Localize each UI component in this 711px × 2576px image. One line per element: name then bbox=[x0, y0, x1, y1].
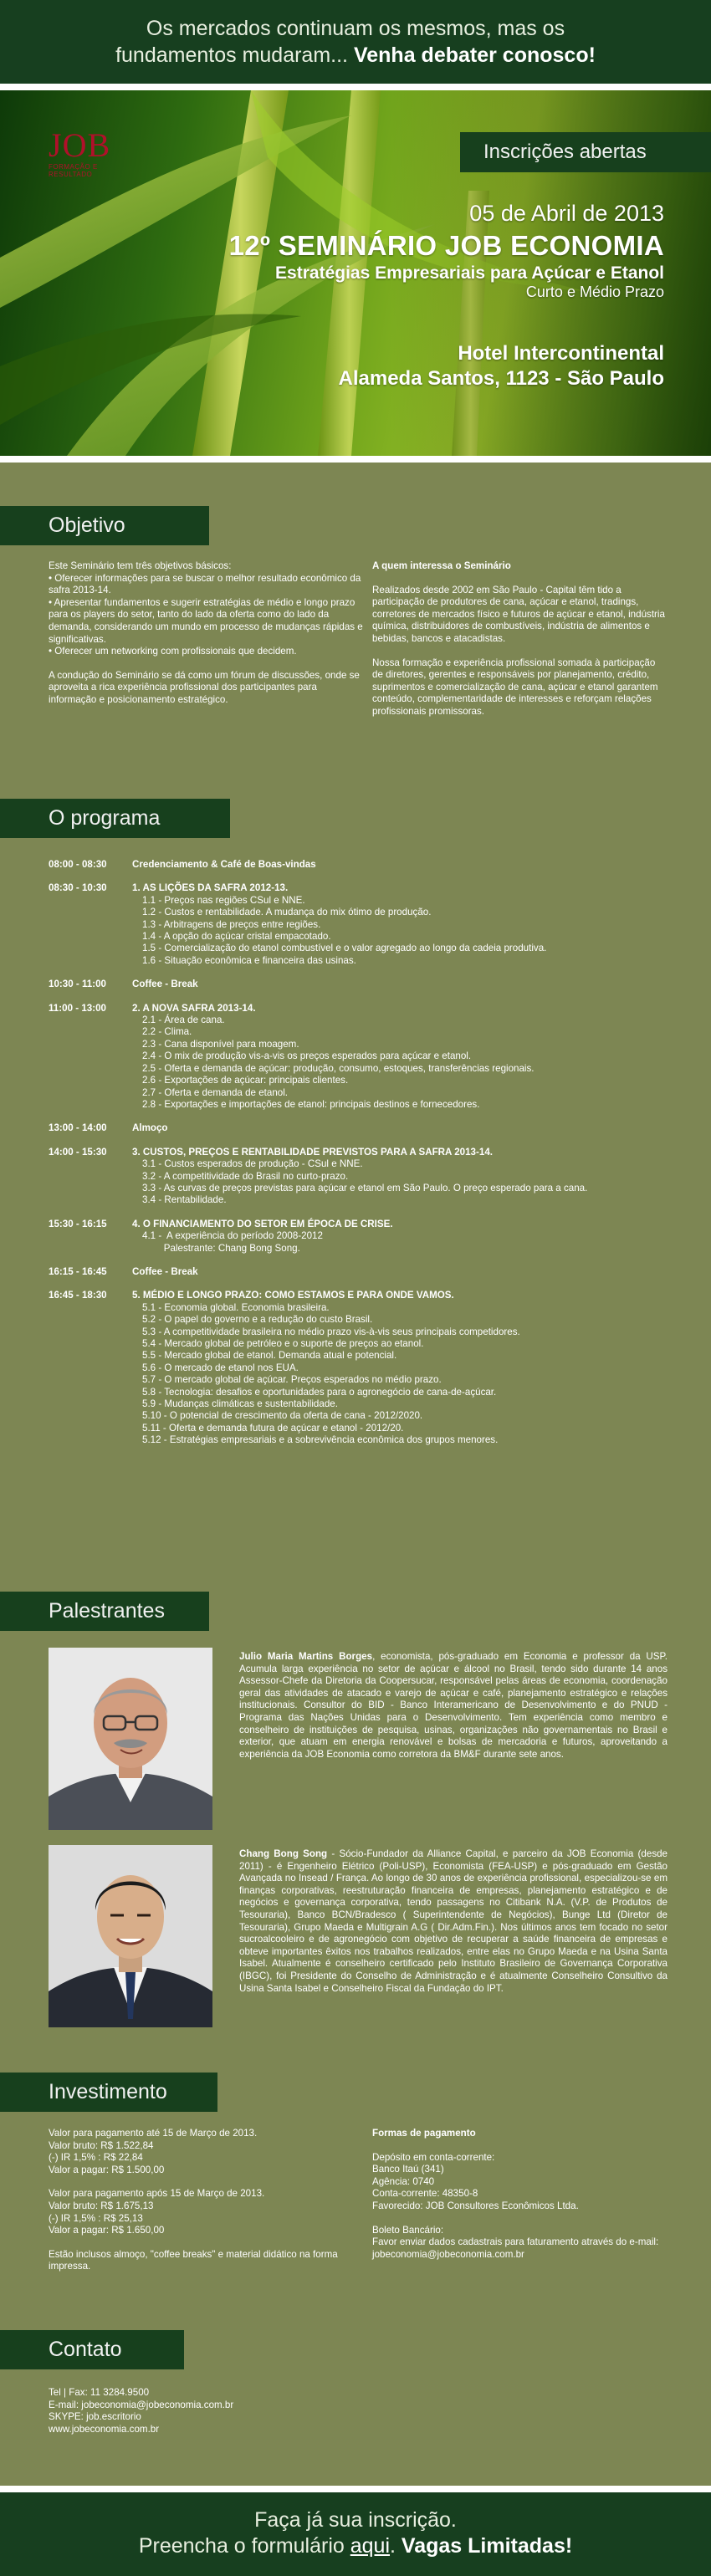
objetivo-bullet: • Oferecer um networking com profissionais que decidem. bbox=[49, 646, 363, 658]
schedule-title: Coffee - Break bbox=[132, 979, 198, 990]
program-schedule bbox=[49, 859, 668, 1459]
hotel-address: Alameda Santos, 1123 - São Paulo bbox=[338, 367, 664, 390]
section-heading-objetivo: Objetivo bbox=[0, 506, 209, 545]
schedule-title: 1. AS LIÇÕES DA SAFRA 2012-13. bbox=[132, 882, 289, 894]
payment-line: Boleto Bancário: bbox=[372, 2224, 444, 2236]
schedule-time: 13:00 - 14:00 bbox=[49, 1122, 107, 1134]
footer-banner bbox=[0, 2492, 711, 2576]
investimento-right bbox=[372, 2128, 668, 2272]
logo-text: JOB bbox=[49, 126, 111, 164]
speaker-name: Julio Maria Martins Borges bbox=[239, 1651, 373, 1662]
section-heading-programa: O programa bbox=[0, 799, 230, 838]
schedule-row bbox=[49, 979, 668, 990]
schedule-item: 3.3 - As curvas de preços previstas para açúcar e etanol em São Paulo. O preço esperado para a cana. bbox=[142, 1182, 588, 1193]
schedule-item: Palestrante: Chang Bong Song. bbox=[142, 1242, 300, 1254]
contact-website[interactable]: www.jobeconomia.com.br bbox=[49, 2423, 160, 2435]
registration-form-link[interactable]: aqui bbox=[350, 2534, 391, 2558]
price-block-late bbox=[49, 2188, 363, 2236]
schedule-time: 08:30 - 10:30 bbox=[49, 882, 107, 894]
objetivo-right-title: A quem interessa o Seminário bbox=[372, 560, 511, 571]
price-line: Valor para pagamento após 15 de Março de 2013. bbox=[49, 2188, 265, 2200]
top-banner-line1: Os mercados continuam os mesmos, mas os bbox=[146, 17, 565, 40]
schedule-time: 15:30 - 16:15 bbox=[49, 1218, 107, 1229]
schedule-item: 1.2 - Custos e rentabilidade. A mudança do mix ótimo de produção. bbox=[142, 907, 432, 918]
schedule-item: 4.1 - A experiência do período 2008-2012 bbox=[142, 1230, 323, 1242]
schedule-item: 5.11 - Oferta e demanda futura de açúcar e etanol - 2012/20. bbox=[142, 1422, 404, 1434]
schedule-title: 5. MÉDIO E LONGO PRAZO: COMO ESTAMOS E PARA ONDE VAMOS. bbox=[132, 1290, 454, 1301]
schedule-row bbox=[49, 882, 668, 967]
schedule-item: 3.4 - Rentabilidade. bbox=[142, 1194, 227, 1206]
schedule-item: 3.2 - A competitividade do Brasil no curto-prazo. bbox=[142, 1170, 349, 1182]
speaker-bio-text: , economista, pós-graduado em Economia e professor da USP. Acumula larga experiência no setor de açúcar e álcool no Brasil, tendo sido durante 14 anos Assessor-Chefe da Diretoria da Coopersucar, responsável pelas áreas de economia, coordenação geral das atividades de atacado e varejo de açúcar e café, planejamento estratégico e relações institucionais. Consultor do BID - Banco Interamericano de Desenvolvimento e do PNUD - Programa das Nações Unidas para o Desenvolvimento. Tem experiência como membro e conselheiro de instituições de pesquisa, usinas, organizações não governamentais no Brasil e exterior, que atuam em energia renovável e bolsas de mercadoria e futuros, aproveitando a experiência da JOB Economia como corretora da BM&F durante sete anos. bbox=[239, 1651, 668, 1760]
payment-boleto bbox=[372, 2225, 668, 2262]
divider bbox=[0, 84, 711, 90]
top-banner-line2 bbox=[0, 42, 711, 69]
schedule-item: 2.2 - Clima. bbox=[142, 1026, 192, 1038]
schedule-item: 5.3 - A competitividade brasileira no médio prazo vis-à-vis seus principais competidores. bbox=[142, 1326, 520, 1337]
schedule-title: Almoço bbox=[132, 1122, 168, 1134]
price-line: Valor bruto: R$ 1.675,13 bbox=[49, 2200, 154, 2211]
divider bbox=[0, 2486, 711, 2492]
footer-cta: Vagas Limitadas! bbox=[401, 2534, 573, 2558]
event-date: 05 de Abril de 2013 bbox=[469, 201, 664, 226]
speaker-bio-text: - Sócio-Fundador da Alliance Capital, e parceiro da JOB Economia (desde 2011) - é Engenheiro Elétrico (Poli-USP), Economista (FEA-USP) e pós-graduado em Gestão Avançada no Insead / França. Ao longo de 30 anos de experiência profissional, especializou-se em finanças corporativas, reestruturação financeira de empresas, planejamento estratégico e de negócios e governança corporativa, tendo passagens no Citibank N.A. (V.P. de Produtos de Tesouraria), Banco BCN/Bradesco ( Superintendente de Negócios), Bunge Ltd (Diretor de Tesouraria), Grupo Maeda e Multigrain A.G ( Dir.Adm.Fin.). Nos últimos anos tem focado no setor sucroalcooleiro e de agronegócio com objetivo de recuperar a saúde financeira de empresas e obteve importantes êxitos nos trabalhos realizados, entre elas no Grupo Maeda e na Usina Santa Isabel. Atualmente é conselheiro certificado pelo Instituto Brasileiro de Governança Corporativa (IBGC), foi Presidente do Conselho de Administração e é atualmente Conselheiro Consultivo da Usina Santa Isabel e Conselheiro Fiscal da Fundação do IPT. bbox=[239, 1848, 668, 1994]
event-subtitle-2: Curto e Médio Prazo bbox=[525, 284, 664, 300]
objetivo-bullet: • Apresentar fundamentos e sugerir estratégias de médio e longo prazo para os players do setor, tanto do lado da oferta como do lado da demanda, considerando um mundo em processo de mudanças rápidas e significativas. bbox=[49, 597, 363, 646]
schedule-row bbox=[49, 1266, 668, 1278]
schedule-time: 11:00 - 13:00 bbox=[49, 1002, 106, 1014]
payment-line: Depósito em conta-corrente: bbox=[372, 2151, 495, 2163]
schedule-item: 3.1 - Custos esperados de produção - CSul e NNE. bbox=[142, 1158, 363, 1170]
schedule-title: Coffee - Break bbox=[132, 1265, 198, 1277]
speaker-name: Chang Bong Song bbox=[239, 1848, 328, 1859]
contact-skype: SKYPE: job.escritorio bbox=[49, 2411, 141, 2423]
schedule-item: 2.1 - Área de cana. bbox=[142, 1015, 225, 1026]
payment-line: Favor enviar dados cadastrais para faturamento através do e-mail: jobeconomia@jobeconomia.com.br bbox=[372, 2236, 659, 2260]
divider bbox=[0, 456, 711, 463]
objetivo-right-paragraph: Nossa formação e experiência profissional somada à participação de diretores, gerentes e responsáveis por planejamento, crédito, suprimentos e comercialização de cana, açúcar e etanol garantem conteúdo, complementaridade de interesses e reforçam relações profissionais promissoras. bbox=[372, 657, 658, 717]
schedule-item: 5.10 - O potencial de crescimento da oferta de cana - 2012/2020. bbox=[142, 1410, 423, 1422]
price-line: (-) IR 1,5% : R$ 22,84 bbox=[49, 2152, 143, 2164]
event-title: 12º SEMINÁRIO JOB ECONOMIA bbox=[228, 230, 664, 261]
speaker-bio-julio bbox=[239, 1651, 668, 1761]
schedule-item: 2.4 - O mix de produção vis-a-vis os preços esperados para açúcar e etanol. bbox=[142, 1050, 472, 1062]
schedule-row bbox=[49, 1122, 668, 1134]
schedule-title: 3. CUSTOS, PREÇOS E RENTABILIDADE PREVISTOS PARA A SAFRA 2013-14. bbox=[132, 1146, 493, 1158]
schedule-row bbox=[49, 1003, 668, 1112]
logo-tagline: FORMAÇÃO E RESULTADO bbox=[49, 163, 98, 178]
schedule-item: 1.6 - Situação econômica e financeira das usinas. bbox=[142, 954, 356, 966]
event-subtitle: Estratégias Empresariais para Açúcar e Etanol bbox=[275, 263, 664, 283]
footer-text: Preencha o formulário bbox=[138, 2534, 345, 2558]
event-info bbox=[229, 201, 664, 391]
schedule-row bbox=[49, 1219, 668, 1255]
top-banner-cta: Venha debater conosco! bbox=[353, 43, 596, 67]
objetivo-intro: Este Seminário tem três objetivos básicos: bbox=[49, 560, 232, 571]
job-logo bbox=[49, 125, 141, 201]
schedule-item: 1.1 - Preços nas regiões CSul e NNE. bbox=[142, 894, 305, 906]
section-heading-investimento: Investimento bbox=[0, 2073, 217, 2112]
section-heading-contato: Contato bbox=[0, 2330, 184, 2369]
hero-banner bbox=[0, 90, 711, 456]
price-block-early bbox=[49, 2128, 363, 2176]
footer-line2 bbox=[0, 2533, 711, 2559]
event-venue bbox=[229, 341, 664, 391]
schedule-item: 5.6 - O mercado de etanol nos EUA. bbox=[142, 1362, 299, 1373]
payment-deposit bbox=[372, 2152, 668, 2213]
schedule-item: 5.12 - Estratégias empresariais e a sobrevivência econômica dos grupos menores. bbox=[142, 1434, 499, 1446]
schedule-time: 14:00 - 15:30 bbox=[49, 1146, 107, 1158]
objetivo-paragraph: A condução do Seminário se dá como um fórum de discussões, onde se aproveita a rica experiência profissional dos participantes para informação e posicionamento estratégico. bbox=[49, 669, 360, 705]
price-note: Estão inclusos almoço, "coffee breaks" e material didático na forma impressa. bbox=[49, 2248, 338, 2272]
schedule-item: 5.1 - Economia global. Economia brasileira. bbox=[142, 1301, 330, 1313]
contact-email[interactable]: E-mail: jobeconomia@jobeconomia.com.br bbox=[49, 2399, 234, 2410]
schedule-item: 1.5 - Comercialização do etanol combustível e o valor agregado ao longo da cadeia produtiva. bbox=[142, 943, 547, 954]
schedule-item: 5.9 - Mudanças climáticas e sustentabilidade. bbox=[142, 1398, 338, 1410]
speaker-bio-chang bbox=[239, 1848, 668, 1995]
schedule-time: 16:45 - 18:30 bbox=[49, 1290, 107, 1301]
objetivo-right bbox=[372, 560, 668, 730]
schedule-item: 2.3 - Cana disponível para moagem. bbox=[142, 1038, 299, 1050]
footer-line1: Faça já sua inscrição. bbox=[254, 2508, 457, 2532]
price-line: Valor a pagar: R$ 1.650,00 bbox=[49, 2225, 165, 2236]
schedule-title: 4. O FINANCIAMENTO DO SETOR EM ÉPOCA DE CRISE. bbox=[132, 1218, 393, 1229]
price-line: Valor a pagar: R$ 1.500,00 bbox=[49, 2164, 165, 2175]
schedule-item: 2.7 - Oferta e demanda de etanol. bbox=[142, 1086, 289, 1098]
schedule-time: 10:30 - 11:00 bbox=[49, 979, 106, 990]
contact-info bbox=[49, 2387, 363, 2435]
schedule-item: 5.4 - Mercado global de petróleo e o suporte de preços ao etanol. bbox=[142, 1338, 424, 1349]
speaker-photo-julio bbox=[49, 1648, 212, 1830]
schedule-item: 2.6 - Exportações de açúcar: principais clientes. bbox=[142, 1075, 349, 1086]
schedule-row bbox=[49, 1290, 668, 1446]
payment-line: Conta-corrente: 48350-8 bbox=[372, 2188, 478, 2200]
price-line: Valor para pagamento até 15 de Março de 2013. bbox=[49, 2128, 258, 2139]
schedule-item: 5.5 - Mercado global de etanol. Demanda atual e potencial. bbox=[142, 1350, 397, 1362]
registration-badge: Inscrições abertas bbox=[460, 132, 711, 172]
schedule-time: 16:15 - 16:45 bbox=[49, 1265, 107, 1277]
payment-title: Formas de pagamento bbox=[372, 2128, 476, 2139]
investimento-left bbox=[49, 2128, 363, 2285]
price-line: Valor bruto: R$ 1.522,84 bbox=[49, 2139, 154, 2151]
section-heading-palestrantes: Palestrantes bbox=[0, 1592, 209, 1631]
payment-line: Favorecido: JOB Consultores Econômicos Ltda. bbox=[372, 2200, 579, 2211]
top-banner bbox=[0, 0, 711, 84]
top-banner-line2-plain: fundamentos mudaram... bbox=[115, 43, 348, 67]
schedule-item: 1.3 - Arbitragens de preços entre regiões. bbox=[142, 918, 321, 930]
payment-line: Agência: 0740 bbox=[372, 2175, 435, 2187]
price-line: (-) IR 1,5% : R$ 25,13 bbox=[49, 2212, 143, 2224]
schedule-item: 5.2 - O papel do governo e a redução do custo Brasil. bbox=[142, 1314, 373, 1326]
schedule-title: 2. A NOVA SAFRA 2013-14. bbox=[132, 1002, 256, 1014]
schedule-row bbox=[49, 859, 668, 871]
schedule-item: 2.5 - Oferta e demanda de açúcar: produção, consumo, estoques, transferências regionais. bbox=[142, 1062, 535, 1074]
speaker-photo-chang bbox=[49, 1845, 212, 2027]
contact-phone: Tel | Fax: 11 3284.9500 bbox=[49, 2387, 150, 2398]
schedule-title: Credenciamento & Café de Boas-vindas bbox=[132, 859, 316, 870]
schedule-item: 5.7 - O mercado global de açúcar. Preços esperados no médio prazo. bbox=[142, 1374, 442, 1386]
hotel-name: Hotel Intercontinental bbox=[458, 342, 664, 365]
objetivo-left bbox=[49, 560, 363, 718]
schedule-item: 5.8 - Tecnologia: desafios e oportunidades para o agronegócio de cana-de-açúcar. bbox=[142, 1386, 497, 1398]
schedule-row bbox=[49, 1147, 668, 1207]
schedule-time: 08:00 - 08:30 bbox=[49, 859, 107, 870]
objetivo-right-paragraph: Realizados desde 2002 em São Paulo - Capital têm tido a participação de produtores de cana, açúcar e etanol, tradings, corretores de mercados físico e futuros de açúcar e etanol, indústria química, distribuidores de combustíveis, indústria de alimentos e bebidas, bancos e atacadistas. bbox=[372, 584, 665, 644]
objetivo-bullet: • Oferecer informações para se buscar o melhor resultado econômico da safra 2013-14. bbox=[49, 573, 363, 597]
schedule-item: 2.8 - Exportações e importações de etanol: principais destinos e fornecedores. bbox=[142, 1098, 480, 1110]
payment-line: Banco Itaú (341) bbox=[372, 2164, 444, 2175]
schedule-item: 1.4 - A opção do açúcar cristal empacotado. bbox=[142, 931, 331, 943]
footer-period: . bbox=[390, 2534, 396, 2558]
